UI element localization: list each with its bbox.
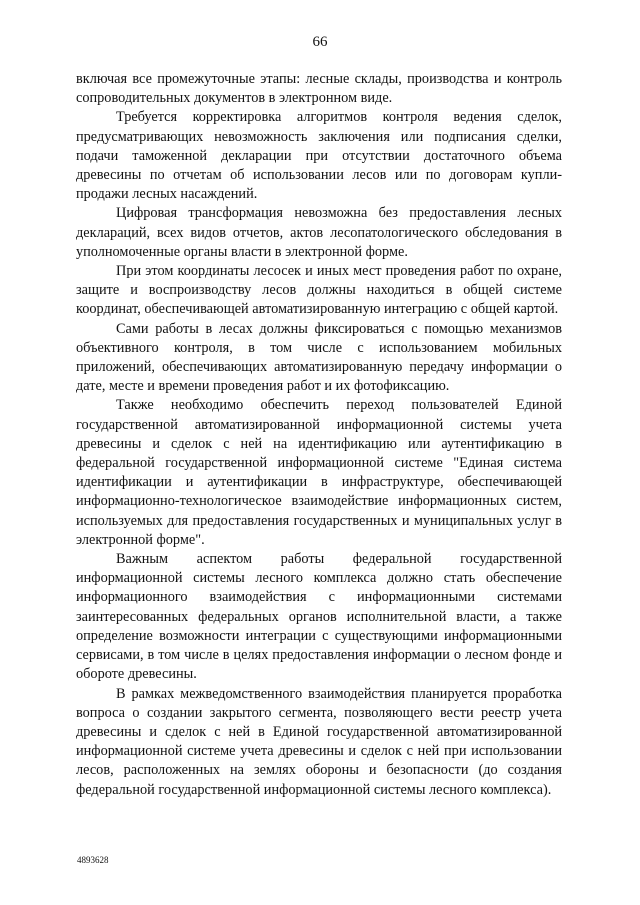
paragraph: Важным аспектом работы федеральной государственной информационной системы лесного комплекса должно стать обеспечение информационного взаимодействия с информационными системами заинтересованных федеральных органов исполнительной власти, а также определение возможности интеграции с существующими информационными сервисами, в том числе в целях предоставления информации о лесном фонде и обороте древесины. bbox=[76, 551, 562, 683]
paragraph: Требуется корректировка алгоритмов контроля ведения сделок, предусматривающих невозможность заключения или подписания сделки, подачи таможенной декларации при отсутствии достаточного объема древесины по отчетам об использовании лесов или по договорам купли-продажи лесных насаждений. bbox=[76, 109, 562, 203]
page-number: 66 bbox=[312, 34, 328, 50]
document-body bbox=[76, 70, 562, 800]
paragraph: Цифровая трансформация невозможна без предоставления лесных деклараций, всех видов отчетов, актов лесопатологического обследования в уполномоченные органы власти в электронной форме. bbox=[76, 205, 562, 260]
paragraph: При этом координаты лесосек и иных мест проведения работ по охране, защите и воспроизводству лесов должны находиться в общей системе координат, обеспечивающей автоматизированную интеграцию с общей картой. bbox=[76, 263, 562, 318]
paragraph: Сами работы в лесах должны фиксироваться с помощью механизмов объективного контроля, в том числе с использованием мобильных приложений, обеспечивающих автоматизированную передачу информации о дате, месте и времени проведения работ и их фотофиксацию. bbox=[76, 320, 562, 395]
paragraph: Также необходимо обеспечить переход пользователей Единой государственной автоматизированной информационной системы учета древесины и сделок с ней на идентификацию или аутентификацию в федеральной государственной информационной системе "Единая система идентификации и аутентификации в инфраструктуре, обеспечивающей информационно-технологическое взаимодействие информационных систем, используемых для предоставления государственных и муниципальных услуг в электронной форме". bbox=[76, 397, 562, 548]
document-code: 4893628 bbox=[77, 855, 109, 865]
paragraph: В рамках межведомственного взаимодействия планируется проработка вопроса о создании закрытого сегмента, позволяющего вести реестр учета древесины и сделок с ней в Единой государственной автоматизированной информационной системе учета древесины и сделок с ней при использовании лесов, расположенных на землях обороны и безопасности (до создания федеральной государственной информационной системы лесного комплекса). bbox=[76, 685, 562, 798]
paragraph-continuation: включая все промежуточные этапы: лесные склады, производства и контроль сопроводительных документов в электронном виде. bbox=[76, 71, 562, 107]
